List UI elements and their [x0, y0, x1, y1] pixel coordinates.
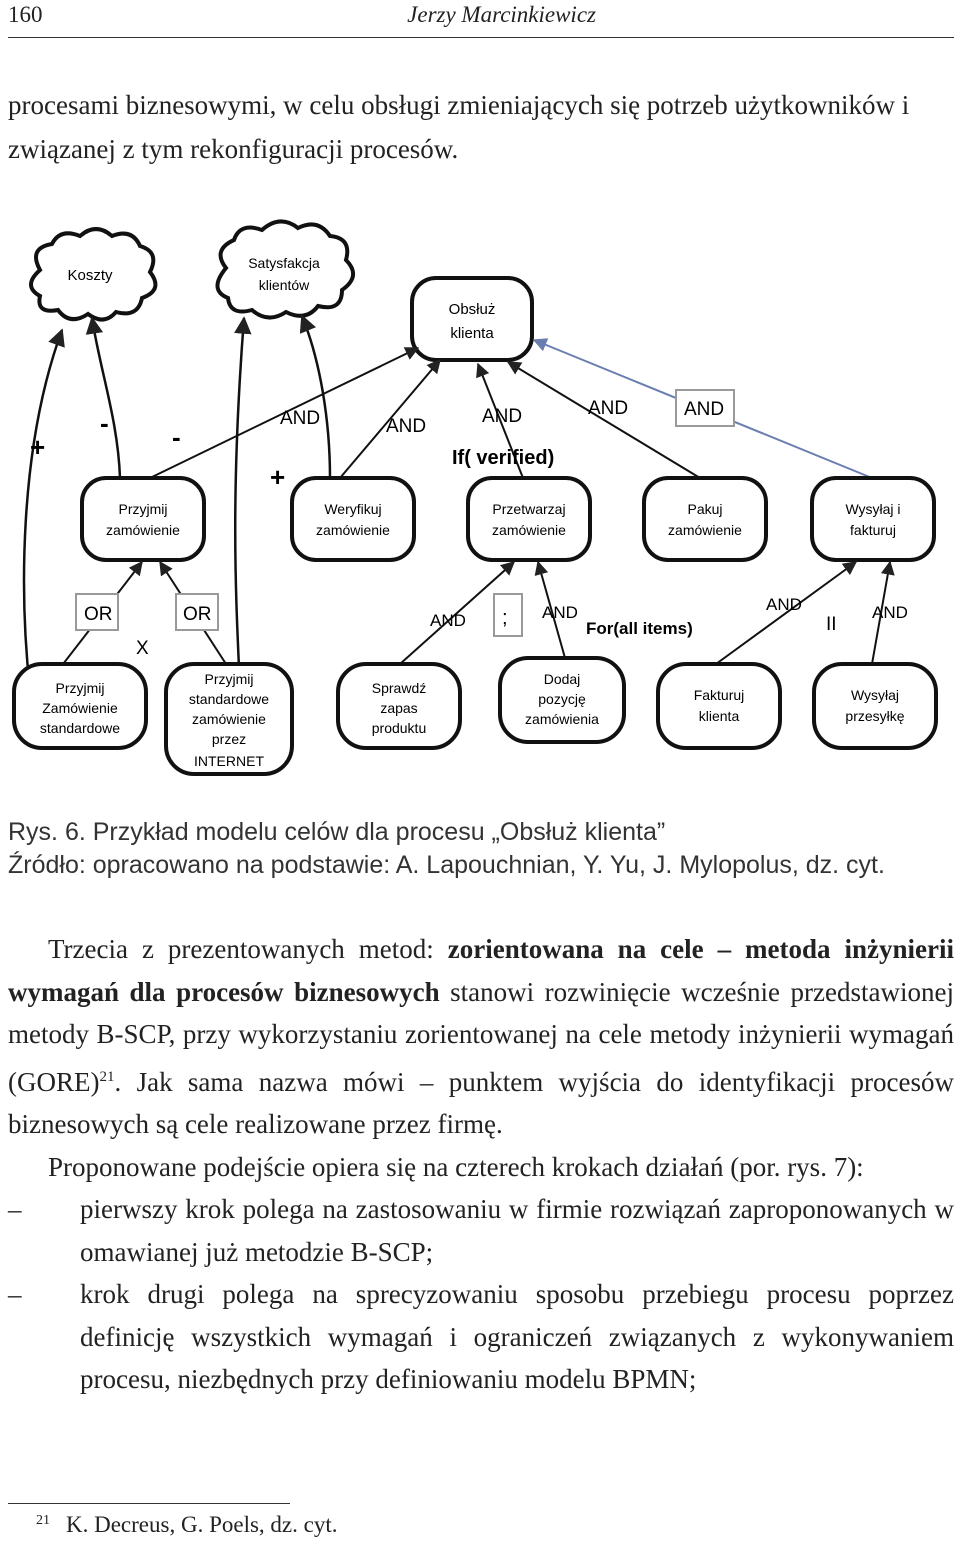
goal-node-przetwarzaj	[468, 478, 590, 560]
root-goal-node	[412, 278, 532, 360]
goal-przyjmij-label-2: zamówienie	[106, 522, 180, 538]
goal-weryfikuj-label-2: zamówienie	[316, 522, 390, 538]
page-number: 160	[8, 2, 43, 27]
footnote-rule	[8, 1503, 290, 1504]
subgoal-przesylke-line-1: Wysyłaj	[850, 687, 900, 703]
goal-weryfikuj-label-1: Weryfikuj	[324, 501, 382, 517]
cloud-satysfakcja-label-2: klientów	[258, 277, 310, 293]
list-dash: –	[8, 1194, 22, 1224]
cloud-koszty	[31, 229, 155, 320]
paragraph-gore	[8, 928, 954, 1146]
subgoal-przesylke-line-2: przesyłkę	[845, 708, 905, 724]
or-label-2: OR	[183, 604, 212, 625]
list-item-text: krok drugi polega na sprecyzowaniu sposobu przebiegu procesu poprzez definicję wszystkich wymagań i ograniczeń związanych z wykonywaniem procesu, niezbędnych przy definiowaniu modelu BPMN;	[80, 1279, 954, 1394]
p1-part3: . Jak sama nazwa mówi – punktem wyjścia do identyfikacji procesów biznesowych są cele realizowane przez firmę.	[8, 1066, 954, 1139]
subgoal-internet-line-4: przez	[211, 731, 247, 747]
list-dash: –	[8, 1279, 22, 1309]
plus-label-2: +	[270, 462, 286, 492]
parallel-label: II	[826, 614, 837, 635]
and-label-8: AND	[766, 595, 802, 614]
subgoal-node-dodaj	[500, 658, 624, 742]
and-label-9: AND	[872, 603, 908, 622]
or-label-1: OR	[84, 604, 113, 625]
subgoal-dodaj-line-2: pozycję	[538, 691, 586, 707]
subgoal-internet-line-2: standardowe	[188, 691, 270, 707]
goal-przetwarzaj-label-1: Przetwarzaj	[492, 501, 566, 517]
cloud-satysfakcja	[217, 221, 353, 317]
paragraph-steps-intro: Proponowane podejście opiera się na czterech krokach działań (por. rys. 7):	[48, 1151, 864, 1182]
subgoal-node-sprawdz	[338, 664, 460, 748]
subgoal-dodaj-line-1: Dodaj	[543, 671, 581, 687]
list-item-text: pierwszy krok polega na zastosowaniu w firmie rozwiązań zaproponowanych w omawianej już metodzie B-SCP;	[80, 1194, 954, 1267]
footnote-ref: 21	[99, 1068, 115, 1085]
goal-node-weryfikuj	[292, 478, 414, 560]
semicolon-label: ;	[502, 607, 508, 629]
subgoal-standardowe-line-2: Zamówienie	[42, 700, 118, 716]
footnote-text: K. Decreus, G. Poels, dz. cyt.	[66, 1512, 338, 1537]
p1-bold-term: zorientowana na cele – metoda inżynierii wymagań dla procesów biznesowych	[8, 934, 954, 1007]
cloud-koszty-label: Koszty	[67, 267, 113, 284]
goal-pakuj-label-1: Pakuj	[687, 501, 723, 517]
running-header	[8, 0, 954, 36]
goal-wysylaj-label-1: Wysyłaj i	[845, 501, 901, 517]
header-rule	[8, 37, 954, 38]
subgoal-sprawdz-line-3: produktu	[371, 720, 427, 736]
goal-przyjmij-label-1: Przyjmij	[118, 501, 168, 517]
subgoal-internet-line-1: Przyjmij	[204, 671, 254, 687]
goal-model-diagram	[0, 210, 960, 810]
x-label: X	[136, 638, 149, 659]
subgoal-dodaj-line-3: zamówienia	[525, 711, 599, 727]
footnote	[36, 1512, 337, 1538]
plus-label-1: +	[30, 432, 46, 462]
and-label-1: AND	[280, 408, 321, 429]
and-label-2: AND	[386, 416, 427, 437]
goal-model-figure	[0, 210, 960, 810]
goal-wysylaj-label-2: fakturuj	[850, 522, 896, 538]
root-goal-label-2: klienta	[450, 325, 494, 342]
subgoal-node-internet	[166, 664, 292, 774]
goal-przetwarzaj-label-2: zamówienie	[492, 522, 566, 538]
subgoal-fakturuj-line-1: Fakturuj	[693, 687, 745, 703]
list-item	[8, 1188, 954, 1273]
minus-label-2: -	[172, 422, 181, 452]
and-label-4: AND	[588, 398, 629, 419]
subgoal-fakturuj-line-2: klienta	[698, 708, 740, 724]
subgoal-node-standardowe	[14, 664, 146, 748]
body-text	[8, 928, 954, 1401]
for-all-items-label: For(all items)	[586, 619, 693, 638]
goal-pakuj-label-2: zamówienie	[668, 522, 742, 538]
figure-caption	[8, 816, 885, 882]
subgoal-node-przesylke	[814, 664, 936, 748]
and-label-6: AND	[430, 611, 466, 630]
footnote-number: 21	[36, 1513, 50, 1528]
if-verified-label: If( verified)	[452, 447, 555, 469]
running-author: Jerzy Marcinkiewicz	[407, 2, 596, 27]
cloud-satysfakcja-label-1: Satysfakcja	[248, 255, 320, 271]
semicolon-box	[494, 594, 522, 636]
minus-label-1: -	[100, 408, 109, 438]
p1-part2: stanowi rozwinięcie wcześnie przedstawionej metody B-SCP, przy wykorzystaniu zorientowanej na cele metody inżynierii wymagań (GORE)	[8, 976, 954, 1097]
subgoal-node-fakturuj	[658, 664, 780, 748]
list-item	[8, 1273, 954, 1401]
subgoal-standardowe-line-1: Przyjmij	[55, 680, 105, 696]
and-label-3: AND	[482, 406, 523, 427]
subgoal-sprawdz-line-2: zapas	[380, 700, 418, 716]
goal-node-wysylaj	[812, 478, 934, 560]
and-label-5: AND	[684, 399, 725, 420]
goal-node-przyjmij	[82, 478, 204, 560]
caption-source: Źródło: opracowano na podstawie: A. Lapouchnian, Y. Yu, J. Mylopolus, dz. cyt.	[8, 851, 885, 879]
goal-node-pakuj	[644, 478, 766, 560]
subgoal-standardowe-line-3: standardowe	[39, 720, 121, 736]
and-label-7: AND	[542, 603, 578, 622]
subgoal-sprawdz-line-1: Sprawdź	[371, 680, 427, 696]
subgoal-internet-line-3: zamówienie	[192, 711, 266, 727]
p1-part1: Trzecia z prezentowanych metod:	[48, 934, 448, 964]
subgoal-internet-line-5: INTERNET	[194, 753, 264, 769]
caption-title: Rys. 6. Przykład modelu celów dla procesu „Obsłuż klienta”	[8, 818, 666, 846]
intro-paragraph: procesami biznesowymi, w celu obsługi zmieniających się potrzeb użytkowników i związanej z tym rekonfiguracji procesów.	[8, 90, 910, 164]
root-goal-label-1: Obsłuż	[448, 301, 496, 318]
